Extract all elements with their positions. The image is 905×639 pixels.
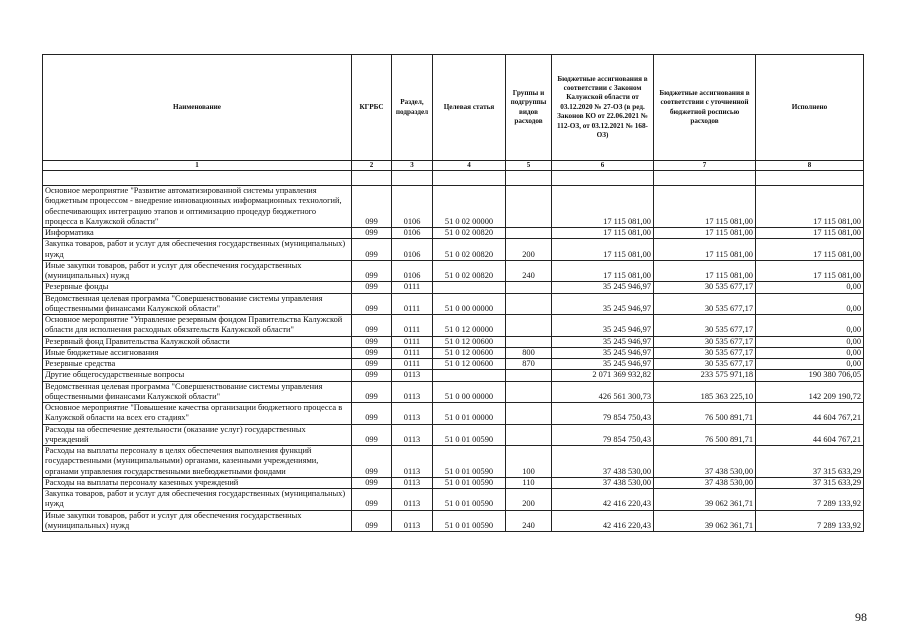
cell-target: 51 0 01 00590	[433, 446, 506, 478]
cell-name: Другие общегосударственные вопросы	[43, 370, 352, 381]
table-row	[43, 282, 864, 293]
cell-rospis-allocation: 17 115 081,00	[654, 239, 756, 261]
cell-rospis-allocation: 76 500 891,71	[654, 403, 756, 425]
cell-law-allocation: 17 115 081,00	[552, 228, 654, 239]
cell-executed: 17 115 081,00	[756, 260, 864, 282]
cell-rospis-allocation: 37 438 530,00	[654, 477, 756, 488]
cell-kgrbs: 099	[352, 282, 392, 293]
cell-executed: 0,00	[756, 282, 864, 293]
cell-razdel: 0113	[392, 446, 433, 478]
header-razdel: Раздел, подраздел	[392, 55, 433, 161]
cell-kgrbs: 099	[352, 228, 392, 239]
cell-target: 51 0 00 00000	[433, 381, 506, 403]
cell-target: 51 0 12 00600	[433, 359, 506, 370]
table-row	[43, 315, 864, 337]
cell-kgrbs: 099	[352, 510, 392, 532]
cell-razdel: 0113	[392, 381, 433, 403]
cell-law-allocation: 37 438 530,00	[552, 477, 654, 488]
table-body	[43, 171, 864, 532]
cell-rospis-allocation: 185 363 225,10	[654, 381, 756, 403]
cell-executed: 190 380 706,05	[756, 370, 864, 381]
cell-executed: 17 115 081,00	[756, 239, 864, 261]
cell-razdel: 0111	[392, 359, 433, 370]
cell-rospis-allocation: 233 575 971,18	[654, 370, 756, 381]
cell-law-allocation: 17 115 081,00	[552, 186, 654, 228]
header-name: Наименование	[43, 55, 352, 161]
cell-target	[433, 282, 506, 293]
cell-kgrbs: 099	[352, 336, 392, 347]
cell-razdel: 0113	[392, 424, 433, 446]
cell-rospis-allocation: 30 535 677,17	[654, 347, 756, 358]
spacer-row	[43, 171, 864, 186]
cell-kgrbs: 099	[352, 359, 392, 370]
cell-target: 51 0 12 00600	[433, 347, 506, 358]
cell-executed: 44 604 767,21	[756, 403, 864, 425]
cell-expense-group	[506, 403, 552, 425]
cell-law-allocation: 79 854 750,43	[552, 424, 654, 446]
cell-law-allocation: 35 245 946,97	[552, 347, 654, 358]
table-row	[43, 336, 864, 347]
cell-kgrbs: 099	[352, 315, 392, 337]
cell-kgrbs: 099	[352, 347, 392, 358]
colnum-5: 5	[506, 161, 552, 171]
cell-expense-group: 100	[506, 446, 552, 478]
table-row	[43, 489, 864, 511]
colnum-6: 6	[552, 161, 654, 171]
cell-target: 51 0 01 00590	[433, 477, 506, 488]
cell-target: 51 0 02 00820	[433, 228, 506, 239]
cell-kgrbs: 099	[352, 293, 392, 315]
cell-expense-group: 200	[506, 489, 552, 511]
cell-target: 51 0 01 00590	[433, 510, 506, 532]
cell-name: Закупка товаров, работ и услуг для обеспечения государственных (муниципальных) нужд	[43, 239, 352, 261]
cell-target: 51 0 01 00000	[433, 403, 506, 425]
cell-executed: 0,00	[756, 359, 864, 370]
cell-name: Резервные средства	[43, 359, 352, 370]
header-law-allocations: Бюджетные ассигнования в соответствии с Законом Калужской области от 03.12.2020 № 27-ОЗ (в ред. Законов КО от 22.06.2021 № 112-ОЗ, от 03.12.2021 № 168-ОЗ)	[552, 55, 654, 161]
cell-razdel: 0111	[392, 347, 433, 358]
cell-rospis-allocation: 17 115 081,00	[654, 260, 756, 282]
cell-razdel: 0106	[392, 260, 433, 282]
table-row	[43, 446, 864, 478]
cell-razdel: 0111	[392, 282, 433, 293]
table-row	[43, 381, 864, 403]
page-number: 98	[855, 610, 867, 624]
cell-law-allocation: 426 561 300,73	[552, 381, 654, 403]
cell-expense-group: 240	[506, 260, 552, 282]
cell-expense-group	[506, 315, 552, 337]
cell-law-allocation: 37 438 530,00	[552, 446, 654, 478]
cell-target: 51 0 02 00820	[433, 260, 506, 282]
cell-law-allocation: 35 245 946,97	[552, 293, 654, 315]
cell-law-allocation: 35 245 946,97	[552, 336, 654, 347]
cell-kgrbs: 099	[352, 381, 392, 403]
cell-expense-group	[506, 282, 552, 293]
cell-razdel: 0111	[392, 315, 433, 337]
cell-kgrbs: 099	[352, 403, 392, 425]
colnum-1: 1	[43, 161, 352, 171]
table-row	[43, 359, 864, 370]
cell-name: Ведомственная целевая программа "Совершенствование системы управления общественными финансами Калужской области"	[43, 381, 352, 403]
table-row	[43, 186, 864, 228]
cell-expense-group	[506, 424, 552, 446]
cell-executed: 0,00	[756, 293, 864, 315]
cell-expense-group: 110	[506, 477, 552, 488]
cell-rospis-allocation: 39 062 361,71	[654, 489, 756, 511]
cell-executed: 7 289 133,92	[756, 510, 864, 532]
table-row	[43, 347, 864, 358]
table-row	[43, 403, 864, 425]
table-row	[43, 510, 864, 532]
table-row	[43, 370, 864, 381]
cell-expense-group: 800	[506, 347, 552, 358]
table-row	[43, 228, 864, 239]
cell-kgrbs: 099	[352, 186, 392, 228]
cell-expense-group: 870	[506, 359, 552, 370]
cell-expense-group	[506, 370, 552, 381]
colnum-8: 8	[756, 161, 864, 171]
colnum-3: 3	[392, 161, 433, 171]
cell-rospis-allocation: 30 535 677,17	[654, 282, 756, 293]
cell-name: Иные бюджетные ассигнования	[43, 347, 352, 358]
cell-law-allocation: 17 115 081,00	[552, 239, 654, 261]
cell-rospis-allocation: 76 500 891,71	[654, 424, 756, 446]
cell-executed: 37 315 633,29	[756, 477, 864, 488]
cell-rospis-allocation: 30 535 677,17	[654, 359, 756, 370]
cell-target: 51 0 02 00820	[433, 239, 506, 261]
cell-expense-group	[506, 381, 552, 403]
cell-name: Расходы на выплаты персоналу в целях обеспечения выполнения функций государственными (муниципальными) органами, казенными учреждениями, органами управления государственными внебюджетными фондами	[43, 446, 352, 478]
cell-expense-group	[506, 293, 552, 315]
cell-expense-group	[506, 336, 552, 347]
cell-razdel: 0111	[392, 336, 433, 347]
cell-kgrbs: 099	[352, 239, 392, 261]
cell-kgrbs: 099	[352, 260, 392, 282]
cell-razdel: 0111	[392, 293, 433, 315]
table-row	[43, 477, 864, 488]
cell-rospis-allocation: 17 115 081,00	[654, 186, 756, 228]
cell-rospis-allocation: 39 062 361,71	[654, 510, 756, 532]
cell-name: Иные закупки товаров, работ и услуг для обеспечения государственных (муниципальных) нужд	[43, 260, 352, 282]
cell-target: 51 0 12 00000	[433, 315, 506, 337]
column-number-row	[43, 161, 864, 171]
cell-executed: 7 289 133,92	[756, 489, 864, 511]
cell-target: 51 0 12 00600	[433, 336, 506, 347]
cell-executed: 0,00	[756, 347, 864, 358]
cell-rospis-allocation: 17 115 081,00	[654, 228, 756, 239]
cell-razdel: 0106	[392, 239, 433, 261]
cell-name: Ведомственная целевая программа "Совершенствование системы управления общественными финансами Калужской области"	[43, 293, 352, 315]
budget-table	[42, 54, 864, 532]
cell-razdel: 0106	[392, 186, 433, 228]
cell-name: Расходы на обеспечение деятельности (оказание услуг) государственных учреждений	[43, 424, 352, 446]
cell-kgrbs: 099	[352, 446, 392, 478]
cell-target: 51 0 01 00590	[433, 489, 506, 511]
cell-target	[433, 370, 506, 381]
cell-kgrbs: 099	[352, 477, 392, 488]
colnum-4: 4	[433, 161, 506, 171]
cell-name: Основное мероприятие "Развитие автоматизированной системы управления бюджетным процессом - внедрение инновационных информационных технологий, обеспечивающих интеграцию этапов и оптимизацию процедур бюджетного процесса в Калужской области"	[43, 186, 352, 228]
cell-rospis-allocation: 30 535 677,17	[654, 293, 756, 315]
cell-rospis-allocation: 30 535 677,17	[654, 315, 756, 337]
cell-name: Основное мероприятие "Повышение качества организации бюджетного процесса в Калужской области на всех его стадиях"	[43, 403, 352, 425]
cell-target: 51 0 02 00000	[433, 186, 506, 228]
cell-rospis-allocation: 37 438 530,00	[654, 446, 756, 478]
cell-expense-group	[506, 186, 552, 228]
header-target: Целевая статья	[433, 55, 506, 161]
table-row	[43, 293, 864, 315]
cell-target: 51 0 01 00590	[433, 424, 506, 446]
cell-law-allocation: 35 245 946,97	[552, 282, 654, 293]
colnum-2: 2	[352, 161, 392, 171]
cell-razdel: 0113	[392, 510, 433, 532]
cell-name: Расходы на выплаты персоналу казенных учреждений	[43, 477, 352, 488]
cell-target: 51 0 00 00000	[433, 293, 506, 315]
cell-razdel: 0106	[392, 228, 433, 239]
cell-executed: 44 604 767,21	[756, 424, 864, 446]
colnum-7: 7	[654, 161, 756, 171]
cell-name: Основное мероприятие "Управление резервным фондом Правительства Калужской области для исполнения расходных обязательств Калужской области"	[43, 315, 352, 337]
cell-law-allocation: 35 245 946,97	[552, 315, 654, 337]
cell-expense-group: 240	[506, 510, 552, 532]
cell-kgrbs: 099	[352, 424, 392, 446]
header-executed: Исполнено	[756, 55, 864, 161]
cell-razdel: 0113	[392, 489, 433, 511]
cell-razdel: 0113	[392, 477, 433, 488]
cell-razdel: 0113	[392, 370, 433, 381]
cell-razdel: 0113	[392, 403, 433, 425]
header-expense-group: Группы и подгруппы видов расходов	[506, 55, 552, 161]
cell-name: Резервный фонд Правительства Калужской области	[43, 336, 352, 347]
cell-expense-group	[506, 228, 552, 239]
cell-kgrbs: 099	[352, 370, 392, 381]
cell-law-allocation: 17 115 081,00	[552, 260, 654, 282]
cell-expense-group: 200	[506, 239, 552, 261]
table-row	[43, 424, 864, 446]
cell-executed: 0,00	[756, 315, 864, 337]
cell-kgrbs: 099	[352, 489, 392, 511]
cell-law-allocation: 35 245 946,97	[552, 359, 654, 370]
header-rospis-allocations: Бюджетные ассигнования в соответствии с уточненной бюджетной росписью расходов	[654, 55, 756, 161]
header-row	[43, 55, 864, 161]
header-kgrbs: КГРБС	[352, 55, 392, 161]
cell-name: Закупка товаров, работ и услуг для обеспечения государственных (муниципальных) нужд	[43, 489, 352, 511]
cell-executed: 0,00	[756, 336, 864, 347]
cell-name: Иные закупки товаров, работ и услуг для обеспечения государственных (муниципальных) нужд	[43, 510, 352, 532]
cell-law-allocation: 79 854 750,43	[552, 403, 654, 425]
cell-law-allocation: 42 416 220,43	[552, 489, 654, 511]
table-row	[43, 260, 864, 282]
table-row	[43, 239, 864, 261]
cell-executed: 37 315 633,29	[756, 446, 864, 478]
cell-executed: 17 115 081,00	[756, 228, 864, 239]
cell-name: Информатика	[43, 228, 352, 239]
cell-law-allocation: 2 071 369 932,82	[552, 370, 654, 381]
cell-rospis-allocation: 30 535 677,17	[654, 336, 756, 347]
cell-name: Резервные фонды	[43, 282, 352, 293]
cell-executed: 17 115 081,00	[756, 186, 864, 228]
cell-law-allocation: 42 416 220,43	[552, 510, 654, 532]
cell-executed: 142 209 190,72	[756, 381, 864, 403]
